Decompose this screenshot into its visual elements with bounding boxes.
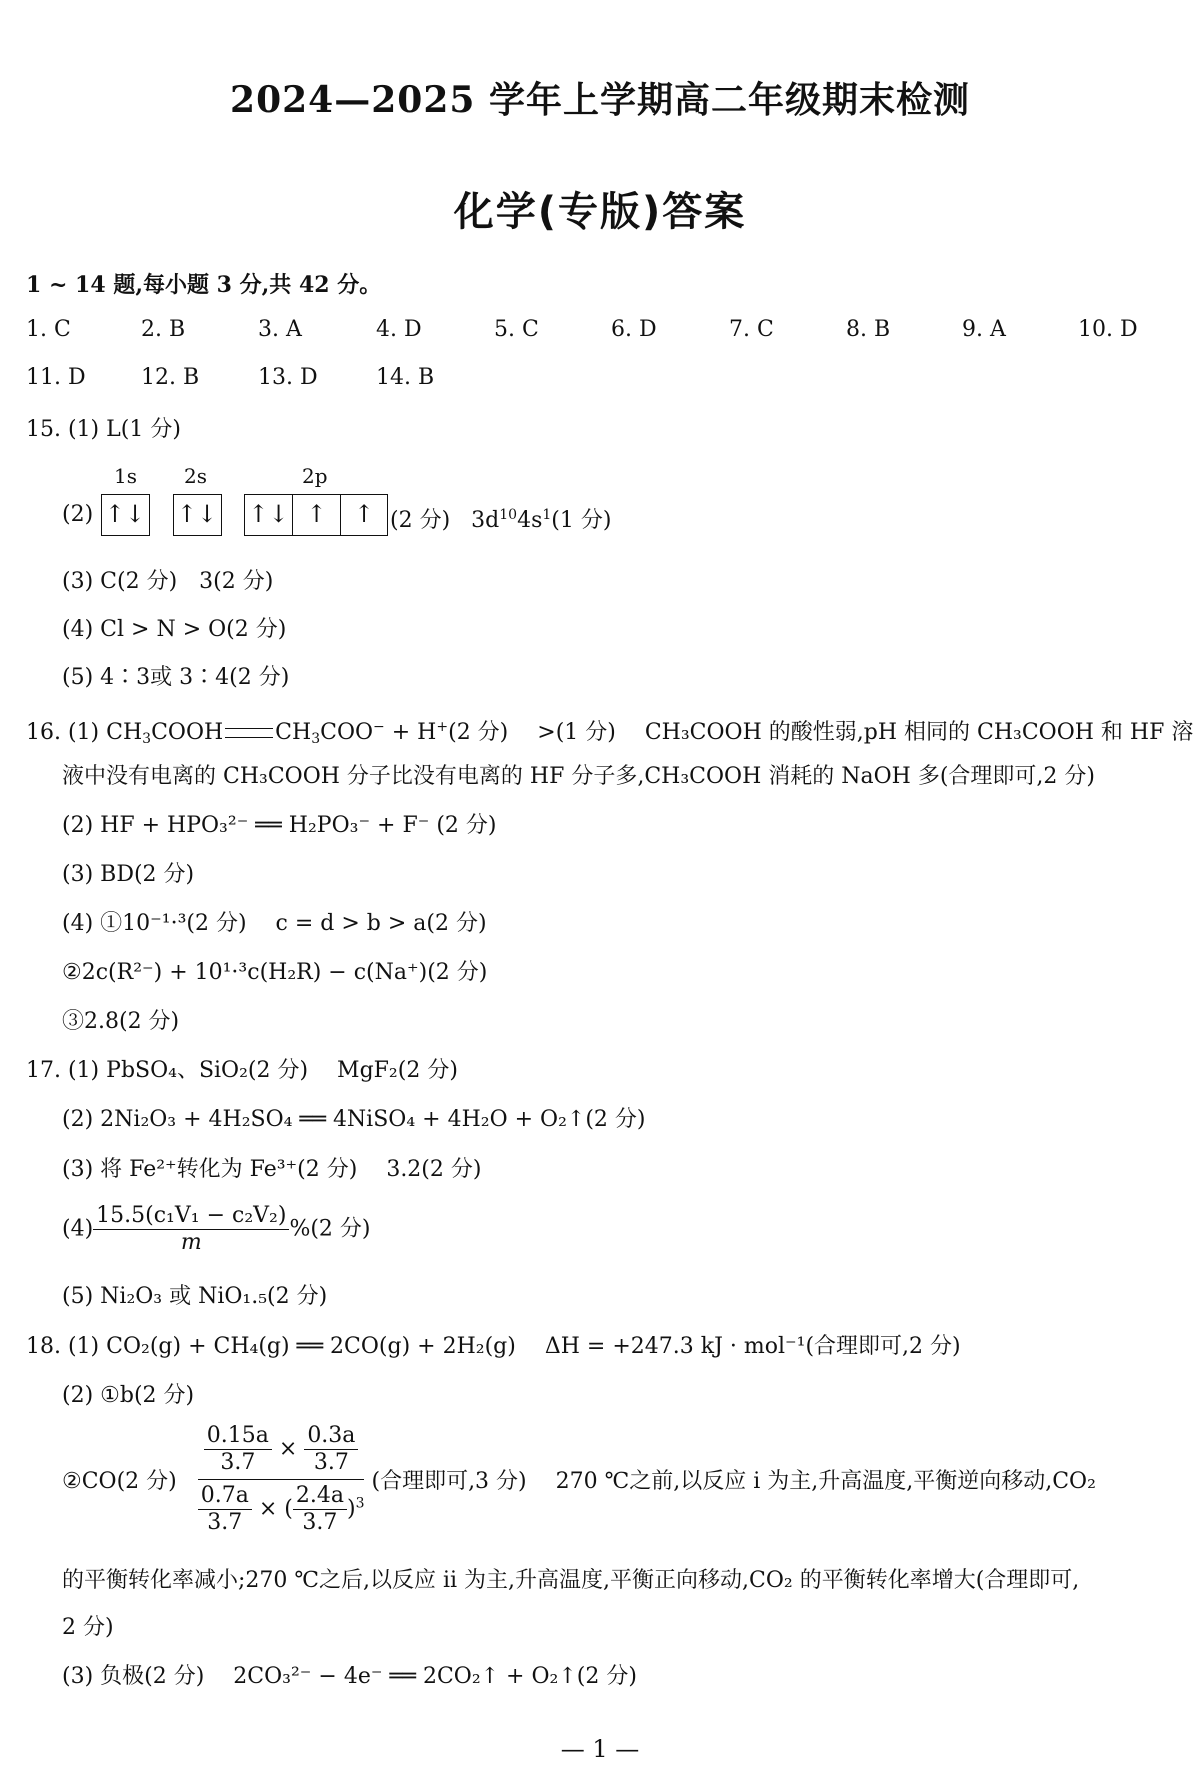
document-title: 2024—2025 学年上学期高二年级期末检测 [230, 79, 970, 121]
part-label: ②CO(2 分) [62, 1469, 177, 1494]
fraction-numerator: 0.15a [204, 1423, 272, 1450]
mc-answer: 11. D [26, 365, 86, 390]
mc-answer: 9. A [962, 317, 1006, 342]
fraction [198, 1483, 252, 1536]
orbital-cell: ↑ [306, 500, 327, 528]
mc-answer: 2. B [141, 317, 186, 342]
equilibrium-constant-fraction [198, 1423, 365, 1536]
orbital-box-1s [101, 494, 150, 536]
mc-answer: 12. B [141, 365, 200, 390]
q18-part2b [62, 1423, 1096, 1536]
q16-part4c: ③2.8(2 分) [62, 1009, 180, 1034]
q16-part2: (2) HF + HPO₃²⁻ ══ H₂PO₃⁻ + F⁻ (2 分) [62, 813, 497, 838]
q18-part2b-line3: 2 分) [62, 1615, 114, 1640]
text: CH₃COOH 的酸性弱,pH 相同的 CH₃COOH 和 HF 溶 [644, 720, 1194, 745]
mc-answer: 4. D [376, 317, 422, 342]
orbital-cell: ↑↓ [176, 500, 218, 528]
fraction-denominator: 3.7 [207, 1510, 243, 1535]
q16-part3: (3) BD(2 分) [62, 862, 195, 887]
fraction-numerator: 15.5(c₁V₁ − c₂V₂) [93, 1203, 289, 1230]
config-sup: 10 [499, 507, 518, 523]
q16-part1-line2: 液中没有电离的 CH₃COOH 分子比没有电离的 HF 分子多,CH₃COOH 消耗的 NaOH 多(合理即可,2 分) [62, 764, 1095, 789]
orbital-label-1s: 1s [114, 464, 137, 488]
fraction-denominator: m [180, 1230, 202, 1255]
score: (1 分) [551, 508, 612, 533]
mc-header: 1 ~ 14 题,每小题 3 分,共 42 分。 [26, 272, 382, 298]
config-text: 3d [471, 508, 500, 533]
score: (2 分) [390, 508, 451, 533]
orbital-cell: ↑ [353, 500, 375, 528]
q17-part1: 17. (1) PbSO₄、SiO₂(2 分) MgF₂(2 分) [26, 1058, 458, 1083]
page-number: — 1 — [560, 1735, 640, 1763]
orbital-label-2p: 2p [302, 464, 328, 488]
orbital-label-2s: 2s [184, 464, 207, 488]
q15-part4: (4) Cl > N > O(2 分) [62, 617, 287, 642]
config-sup: 1 [542, 507, 552, 523]
mc-answer: 7. C [729, 317, 774, 342]
q17-part4 [62, 1203, 371, 1256]
fraction-numerator: $\frac{0.15a}{3.7}$ × $\frac{0.3a}{3.7}$ [198, 1423, 365, 1480]
q15-part5: (5) 4∶3或 3∶4(2 分) [62, 665, 290, 690]
q15-part2-rest [390, 500, 611, 536]
fraction-numerator: 0.7a [198, 1483, 252, 1510]
mc-answer: 3. A [258, 317, 302, 342]
q16-part4a: (4) ①10⁻¹·³(2 分) c = d > b > a(2 分) [62, 911, 487, 936]
mc-answer: 5. C [494, 317, 539, 342]
q17-part2: (2) 2Ni₂O₃ + 4H₂SO₄ ══ 4NiSO₄ + 4H₂O + O₂↑(2 分) [62, 1107, 646, 1132]
q15-part2-prefix: (2) [62, 502, 94, 527]
mc-answer: 14. B [376, 365, 435, 390]
part-label: (4) [62, 1216, 94, 1242]
fraction-denominator: 3.7 [220, 1450, 256, 1475]
orbital-cell: ↑↓ [248, 500, 289, 528]
config-text: 4s [517, 508, 543, 533]
fraction-numerator: 0.3a [304, 1423, 358, 1450]
q15-part1: 15. (1) L(1 分) [26, 417, 181, 442]
orbital-cell: ↑↓ [104, 500, 146, 528]
q18-part3: (3) 负极(2 分) 2CO₃²⁻ − 4e⁻ ══ 2CO₂↑ + O₂↑(2 分) [62, 1664, 637, 1689]
reversible-arrow-icon [225, 728, 273, 738]
q18-part2b-line2: 的平衡转化率减小;270 ℃之后,以反应 ⅱ 为主,升高温度,平衡正向移动,CO₂ 的平衡转化率增大(合理即可, [62, 1568, 1080, 1593]
orbital-box-2s [173, 494, 222, 536]
fraction [304, 1423, 358, 1476]
fraction-denominator: 3.7 [313, 1450, 349, 1475]
q18-part1: 18. (1) CO₂(g) + CH₄(g) ══ 2CO(g) + 2H₂(g) ΔH = +247.3 kJ · mol⁻¹(合理即可,2 分) [26, 1334, 961, 1359]
q16-part4b: ②2c(R²⁻) + 10¹·³c(H₂R) − c(Na⁺)(2 分) [62, 960, 488, 985]
orbital-box-2p [244, 494, 388, 536]
fraction [204, 1423, 272, 1476]
mc-answer: 6. D [611, 317, 657, 342]
fraction-numerator: 2.4a [293, 1483, 347, 1510]
document-subtitle: 化学(专版)答案 [453, 189, 747, 235]
fraction [93, 1203, 289, 1256]
q17-part3: (3) 将 Fe²⁺转化为 Fe³⁺(2 分) 3.2(2 分) [62, 1157, 482, 1182]
fraction [293, 1483, 347, 1536]
mc-answer: 13. D [258, 365, 318, 390]
fraction-denominator: $\frac{0.7a}{3.7}$ × ( $\frac{2.4a}{3.7}$ )$^3$ [198, 1480, 365, 1536]
mc-answer: 1. C [26, 317, 71, 342]
text: (合理即可,3 分) 270 ℃之前,以反应 ⅰ 为主,升高温度,平衡逆向移动,CO₂ [371, 1469, 1096, 1494]
q15-part3: (3) C(2 分) 3(2 分) [62, 569, 274, 594]
fraction-denominator: 3.7 [302, 1510, 338, 1535]
q17-part5: (5) Ni₂O₃ 或 NiO₁.₅(2 分) [62, 1284, 328, 1309]
q16-part1-line1: 16. (1) $CH_3COOH$ $CH_3COO^- + H^+(2$ 分) >(1 分) CH₃COOH 的酸性弱,pH 相同的 CH₃COOH 和 HF 溶 [26, 719, 1194, 747]
score: %(2 分) [289, 1216, 371, 1242]
q18-part2: (2) ①b(2 分) [62, 1383, 195, 1408]
mc-answer: 10. D [1078, 317, 1138, 342]
mc-answer: 8. B [846, 317, 891, 342]
